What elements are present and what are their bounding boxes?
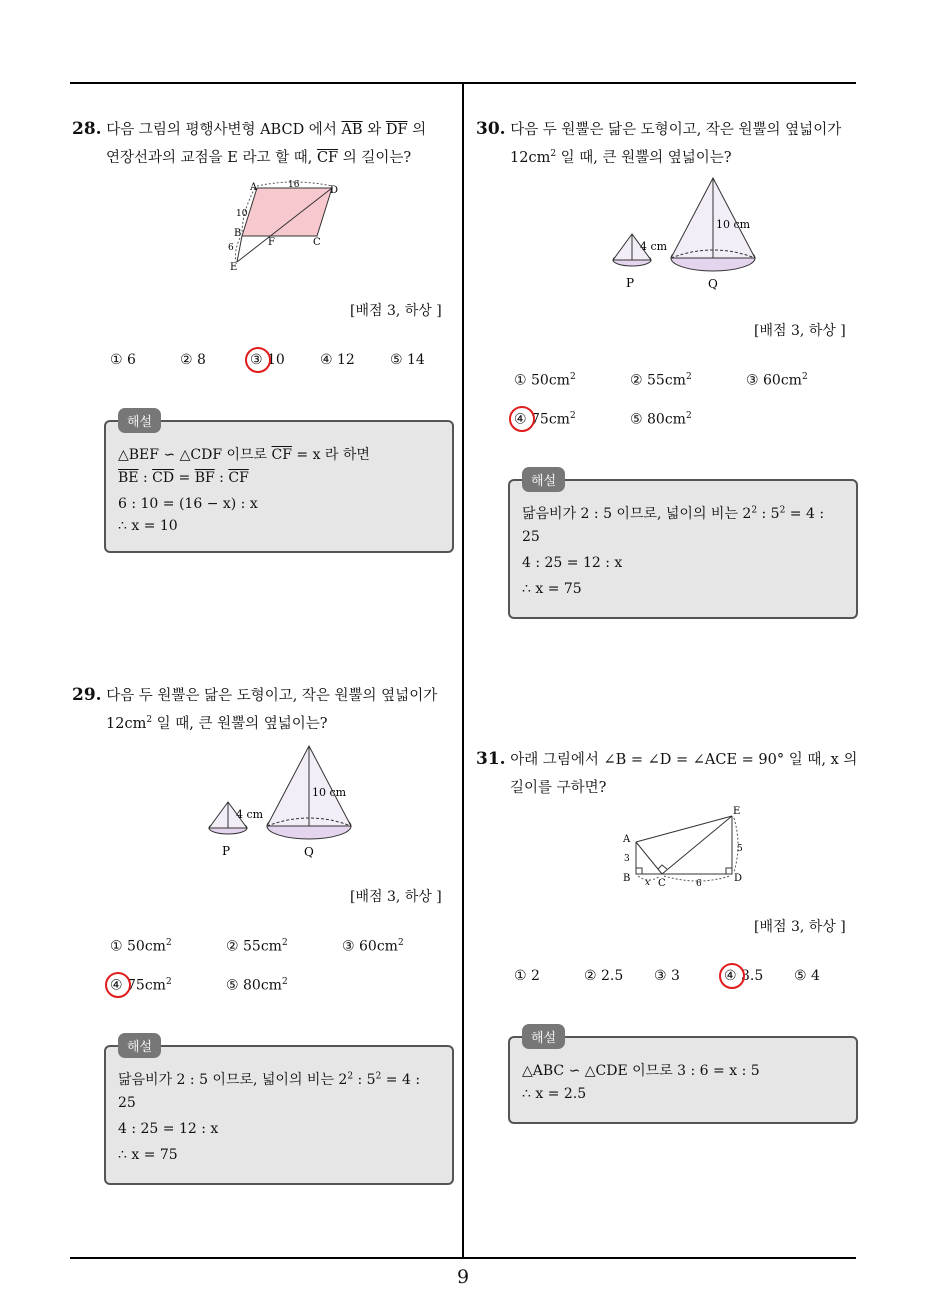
question-text: 의 bbox=[412, 122, 427, 138]
solution-tag: 해설 bbox=[118, 1033, 161, 1058]
question-number: 29. bbox=[72, 685, 102, 705]
length-16: 16 bbox=[288, 180, 300, 190]
choice-5[interactable]: ⑤ 14 bbox=[390, 352, 425, 368]
choice-3[interactable]: ③ $60cm^2$ bbox=[342, 938, 404, 955]
triangles-figure bbox=[618, 804, 748, 890]
question-number: 31. bbox=[476, 749, 506, 769]
choice-text: ⑤ 80cm bbox=[630, 411, 686, 428]
question-31-line1 bbox=[476, 748, 857, 769]
question-text: 의 길이는? bbox=[342, 150, 412, 166]
label-c: C bbox=[313, 237, 321, 248]
question-text: 아래 그림에서 ∠B = ∠D = ∠ACE = 90° 일 때, x 의 bbox=[510, 752, 858, 768]
label-p: P bbox=[222, 844, 231, 858]
label-f: F bbox=[268, 237, 275, 248]
small-cone-label: 4 cm bbox=[640, 240, 668, 253]
length-3: 3 bbox=[624, 854, 630, 864]
solution-text: = 4 : bbox=[381, 1072, 421, 1088]
score-label: [배점 3, 하상 ] bbox=[350, 303, 442, 319]
large-cone-label: 10 cm bbox=[312, 786, 347, 799]
choice-2[interactable]: ② 2.5 bbox=[584, 968, 624, 984]
solution-line-1: △ABC ∽ △CDE 이므로 3 : 6 = x : 5 bbox=[522, 1063, 760, 1079]
score-label: [배점 3, 하상 ] bbox=[754, 323, 846, 339]
question-29-line2: $12cm^2$ 일 때, 큰 원뿔의 옆넓이는? bbox=[106, 715, 328, 732]
question-number: 30. bbox=[476, 119, 506, 139]
answer-mark bbox=[719, 963, 745, 989]
length-5: 5 bbox=[737, 844, 743, 854]
choice-4[interactable]: ④ $75cm^2$ bbox=[110, 977, 172, 994]
choice-1[interactable]: ① 6 bbox=[110, 352, 136, 368]
label-a: A bbox=[623, 834, 631, 845]
choice-1[interactable]: ① $50cm^2$ bbox=[514, 372, 576, 389]
length-6: 6 bbox=[696, 879, 702, 889]
question-text: 와 bbox=[367, 122, 382, 138]
cones-figure bbox=[604, 174, 764, 292]
question-text: 다음 두 원뿔은 닮은 도형이고, 작은 원뿔의 옆넓이가 bbox=[106, 688, 438, 704]
question-text: 다음 그림의 평행사변형 ABCD 에서 bbox=[106, 122, 337, 138]
parallelogram-figure bbox=[222, 178, 348, 274]
label-b: B bbox=[623, 873, 631, 884]
label-c: C bbox=[658, 878, 666, 889]
large-cone-label: 10 cm bbox=[716, 218, 751, 231]
solution-box bbox=[104, 420, 454, 553]
length-x: x bbox=[645, 878, 651, 888]
choice-2[interactable]: ② $55cm^2$ bbox=[226, 938, 288, 955]
solution-line-1 bbox=[118, 444, 370, 464]
segment-cf: $\overline{CF}$ bbox=[228, 470, 249, 486]
choice-4[interactable]: ④ 12 bbox=[320, 352, 355, 368]
question-30-line1 bbox=[476, 118, 841, 139]
length-6: 6 bbox=[228, 243, 234, 253]
choice-1[interactable]: ① 2 bbox=[514, 968, 540, 984]
choice-5[interactable]: ⑤ $80cm^2$ bbox=[226, 977, 288, 994]
page-number: 9 bbox=[456, 1266, 470, 1288]
column-divider bbox=[462, 82, 464, 1259]
label-q: Q bbox=[304, 845, 314, 859]
choice-2[interactable]: ② $55cm^2$ bbox=[630, 372, 692, 389]
choice-text: ② 55cm bbox=[226, 938, 282, 955]
solution-line-3: 6 : 10 = (16 − x) : x bbox=[118, 496, 258, 512]
length-10: 10 bbox=[236, 209, 248, 219]
choice-1[interactable]: ① $50cm^2$ bbox=[110, 938, 172, 955]
area-value: 12cm bbox=[510, 150, 551, 166]
right-angle-b bbox=[636, 868, 642, 874]
choice-text: ③ 60cm bbox=[746, 372, 802, 389]
question-31-line2 bbox=[510, 776, 606, 797]
choice-text: ① 50cm bbox=[110, 938, 166, 955]
score-label: [배점 3, 하상 ] bbox=[754, 919, 846, 935]
segment-cf: $\overline{CF}$ bbox=[271, 447, 292, 463]
answer-mark bbox=[509, 406, 535, 432]
solution-box bbox=[508, 479, 858, 619]
solution-box bbox=[508, 1036, 858, 1124]
label-d: D bbox=[330, 185, 339, 196]
question-text: 일 때, 큰 원뿔의 옆넓이는? bbox=[560, 150, 732, 166]
label-e: E bbox=[733, 806, 741, 817]
solution-text: : 5 bbox=[353, 1072, 376, 1088]
parallelogram-abcd bbox=[242, 188, 332, 236]
segment-ab: $\overline{AB}$ bbox=[341, 122, 363, 138]
label-q: Q bbox=[708, 277, 718, 291]
right-angle-d bbox=[726, 868, 732, 874]
label-e: E bbox=[230, 262, 238, 273]
question-text: 다음 두 원뿔은 닮은 도형이고, 작은 원뿔의 옆넓이가 bbox=[510, 122, 842, 138]
choice-4[interactable]: ④ 3.5 bbox=[724, 968, 764, 984]
right-angle-c bbox=[658, 865, 667, 869]
label-d: D bbox=[734, 873, 743, 884]
choice-text: ⑤ 80cm bbox=[226, 977, 282, 994]
solution-line-4: ∴ x = 75 bbox=[522, 581, 582, 597]
answer-mark bbox=[105, 972, 131, 998]
question-number: 28. bbox=[72, 119, 102, 139]
solution-line-2: 25 bbox=[522, 529, 540, 545]
solution-text: = 4 : bbox=[785, 506, 825, 522]
solution-line-2: 25 bbox=[118, 1095, 136, 1111]
choice-4[interactable]: ④ $75cm^2$ bbox=[514, 411, 576, 428]
solution-text: 닮음비가 2 : 5 이므로, 넓이의 비는 2 bbox=[522, 506, 752, 522]
label-a: A bbox=[250, 182, 258, 193]
small-cone-label: 4 cm bbox=[236, 808, 264, 821]
choice-3[interactable]: ③ 3 bbox=[654, 968, 680, 984]
solution-box bbox=[104, 1045, 454, 1185]
segment-cf: $\overline{CF}$ bbox=[316, 150, 339, 166]
solution-line-2: ∴ x = 2.5 bbox=[522, 1086, 587, 1102]
segment-be: $\overline{BE}$ bbox=[118, 470, 139, 486]
segment-ac bbox=[636, 842, 662, 874]
solution-line-4: ∴ x = 10 bbox=[118, 518, 178, 534]
solution-text: △BEF ∽ △CDF 이므로 bbox=[118, 447, 268, 463]
solution-tag: 해설 bbox=[522, 467, 565, 492]
solution-line-2: $\overline{BE}$ : $\overline{CD} = \overline{BF}$ : $\overline{CF}$ bbox=[118, 470, 249, 486]
question-28-line1 bbox=[72, 118, 426, 139]
segment-cd: $\overline{CD}$ bbox=[152, 470, 175, 486]
choice-text: ③ 60cm bbox=[342, 938, 398, 955]
answer-mark bbox=[245, 347, 271, 373]
segment-ae bbox=[636, 816, 732, 842]
choice-text: ④ 75cm bbox=[514, 411, 570, 428]
segment-df: $\overline{DF}$ bbox=[385, 122, 408, 138]
label-p: P bbox=[626, 276, 635, 290]
label-b: B bbox=[234, 228, 242, 239]
segment-ce bbox=[662, 816, 732, 874]
question-text: 길이를 구하면? bbox=[510, 780, 607, 796]
choice-5[interactable]: ⑤ $80cm^2$ bbox=[630, 411, 692, 428]
choice-3[interactable]: ③ $60cm^2$ bbox=[746, 372, 808, 389]
solution-line-4: ∴ x = 75 bbox=[118, 1147, 178, 1163]
question-text: 일 때, 큰 원뿔의 옆넓이는? bbox=[156, 716, 328, 732]
choice-5[interactable]: ⑤ 4 bbox=[794, 968, 820, 984]
score-label: [배점 3, 하상 ] bbox=[350, 889, 442, 905]
solution-line-1: 닮음비가 2 : 5 이므로, 넓이의 비는 $2^2$ : $5^2 = 4$ : bbox=[522, 505, 825, 522]
segment-bf: $\overline{BF}$ bbox=[194, 470, 215, 486]
choice-text: ② 55cm bbox=[630, 372, 686, 389]
solution-tag: 해설 bbox=[118, 408, 161, 433]
solution-tag: 해설 bbox=[522, 1024, 565, 1049]
question-28-line2 bbox=[106, 146, 411, 167]
choice-3[interactable]: ③ 10 bbox=[250, 352, 285, 368]
solution-text: 닮음비가 2 : 5 이므로, 넓이의 비는 2 bbox=[118, 1072, 348, 1088]
solution-line-3: 4 : 25 = 12 : x bbox=[522, 555, 623, 571]
choice-text: ① 50cm bbox=[514, 372, 570, 389]
cones-figure bbox=[200, 742, 360, 860]
question-text: 연장선과의 교점을 E 라고 할 때, bbox=[106, 150, 313, 166]
solution-line-1: 닮음비가 2 : 5 이므로, 넓이의 비는 $2^2$ : $5^2 = 4$ : bbox=[118, 1071, 421, 1088]
footer-rule bbox=[70, 1257, 856, 1259]
solution-text: : 5 bbox=[757, 506, 780, 522]
area-value: 12cm bbox=[106, 716, 147, 732]
choice-2[interactable]: ② 8 bbox=[180, 352, 206, 368]
solution-line-3: 4 : 25 = 12 : x bbox=[118, 1121, 219, 1137]
question-29-line1 bbox=[72, 684, 437, 705]
choice-text: ④ 75cm bbox=[110, 977, 166, 994]
solution-text: = x 라 하면 bbox=[296, 447, 370, 463]
question-30-line2: $12cm^2$ 일 때, 큰 원뿔의 옆넓이는? bbox=[510, 149, 732, 166]
